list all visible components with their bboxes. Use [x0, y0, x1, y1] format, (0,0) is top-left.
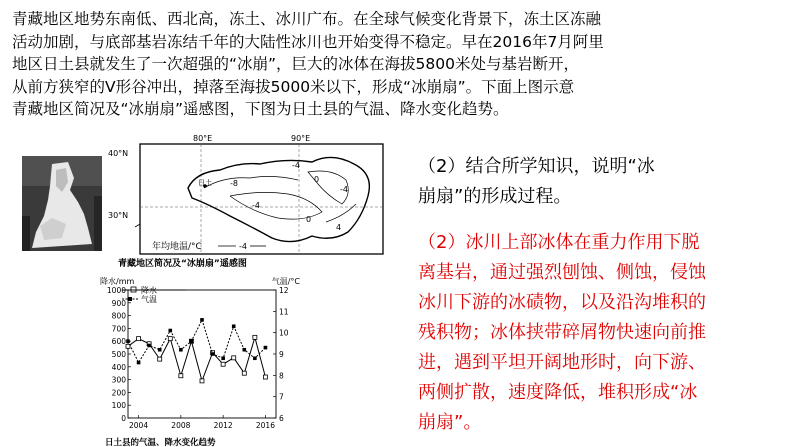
precip-point: [158, 357, 162, 361]
temp-point: [179, 348, 183, 352]
legend-swatch-precip: [131, 287, 136, 292]
left-tick-label: 900: [111, 298, 126, 308]
left-tick-label: 800: [111, 311, 126, 321]
intro-line: 地区日土县就发生了一次超强的“冰崩”，巨大的冰体在海拔5800米处与基岩断开，: [12, 55, 580, 73]
precip-point: [232, 356, 236, 360]
temp-line: [128, 320, 265, 363]
right-tick-label: 8: [279, 371, 284, 381]
lon-label: 90°E: [291, 134, 311, 143]
isotherm-label: 0: [314, 175, 320, 184]
precip-point: [200, 379, 204, 383]
right-tick-label: 10: [279, 328, 289, 338]
temp-point: [158, 348, 162, 352]
left-tick-label: 700: [111, 324, 126, 334]
left-tick-label: 500: [111, 350, 126, 359]
question-line: 崩扇”的形成过程。: [418, 186, 572, 207]
temp-point: [264, 346, 268, 350]
answer-line: 离基岩，通过强烈刨蚀、侧蚀，侵蚀: [418, 262, 706, 283]
precip-point: [263, 375, 267, 379]
legend-value: -4: [239, 242, 247, 251]
isotherm-label: -8: [230, 179, 238, 188]
plot-frame: [128, 290, 276, 418]
right-tick-label: 12: [279, 286, 289, 295]
temp-point: [190, 339, 194, 343]
lat-label: 30°N: [108, 211, 129, 220]
right-tick-label: 11: [279, 307, 289, 317]
temp-point: [147, 344, 151, 348]
question-line: （2）结合所学知识，说明“冰: [418, 156, 655, 177]
x-tick-label: 2016: [255, 421, 275, 430]
chart-caption: 日土县的气温、降水变化趋势: [105, 438, 216, 447]
figure-area: [0, 134, 410, 447]
question-text: [418, 152, 778, 212]
legend-precip: 降水: [141, 286, 157, 295]
isotherm-label: 4: [336, 223, 342, 232]
isotherm-label: -4: [292, 161, 300, 170]
left-tick-label: 200: [111, 388, 126, 398]
right-tick-label: 9: [279, 350, 284, 359]
precip-point: [221, 362, 225, 366]
temp-point: [242, 348, 246, 352]
precip-point: [242, 371, 246, 375]
left-axis-label: 降水/mm: [100, 277, 135, 286]
legend-swatch-temp: [128, 297, 132, 301]
answer-line: 冰川下游的冰碛物，以及沿沟堆积的: [418, 292, 706, 313]
temp-point: [168, 329, 172, 333]
climate-chart: [100, 272, 300, 447]
answer-line: 残积物；冰体挟带碎屑物快速向前推: [418, 322, 706, 343]
intro-line: 青藏地区地势东南低、西北高，冻土、冰川广布。在全球气候变化背景下，冻土区冻融: [12, 10, 602, 28]
answer-line: 崩扇”。: [418, 412, 482, 433]
map-caption: 青藏地区简况及“冰崩扇”遥感图: [118, 259, 247, 269]
lat-label: 40°N: [108, 149, 129, 158]
precip-point: [253, 335, 257, 339]
temp-point: [253, 356, 257, 360]
answer-line: 进，遇到平坦开阔地形时，向下游、: [418, 352, 706, 373]
precip-point: [137, 337, 141, 341]
temp-point: [126, 339, 130, 343]
intro-paragraph: [12, 8, 787, 121]
place-label: 日土: [198, 179, 212, 187]
temp-point: [200, 318, 204, 322]
right-tick-label: 6: [279, 414, 284, 423]
left-tick-label: 1000: [106, 286, 126, 295]
left-tick-label: 600: [111, 337, 126, 347]
left-tick-label: 100: [111, 401, 126, 411]
left-tick-label: 400: [111, 362, 126, 372]
isotherm-label: -4: [252, 201, 260, 210]
x-tick-label: 2004: [129, 421, 149, 430]
temp-point: [221, 356, 225, 360]
answer-line: 两侧扩散，速度降低，堆积形成“冰: [418, 382, 698, 403]
left-tick-label: 0: [121, 414, 126, 423]
intro-line: 青藏地区简况及“冰崩扇”遥感图，下图为日土县的气温、降水变化趋势。: [12, 100, 509, 118]
lon-label: 80°E: [193, 134, 213, 143]
intro-line: 从前方狭窄的Ⅴ形谷冲出，掉落至海拔5000米以下，形成“冰崩扇”。下面上图示意: [12, 77, 575, 96]
remote-sensing-photo: [22, 156, 102, 251]
legend-temp: 气温: [141, 295, 157, 304]
isotherm-label: -4: [340, 185, 348, 194]
answer-line: （2）冰川上部冰体在重力作用下脱: [418, 232, 700, 253]
right-axis-label: 气温/°C: [271, 277, 300, 286]
x-tick-label: 2008: [171, 421, 191, 430]
temp-point: [211, 352, 215, 356]
precip-point: [179, 374, 183, 378]
temp-point: [137, 361, 141, 365]
intro-line: 活动加剧，与底部基岩冻结千年的大陆性冰川也开始变得不稳定。早在2016年7月阿里: [12, 32, 604, 51]
right-tick-label: 7: [279, 392, 284, 402]
map-figure: [100, 134, 410, 269]
x-tick-label: 2012: [213, 421, 233, 430]
answer-text: [418, 228, 788, 438]
left-tick-label: 300: [111, 375, 126, 385]
precip-point: [168, 337, 172, 341]
temp-point: [232, 324, 236, 328]
legend-label: 年均地温/°C: [152, 242, 202, 252]
isotherm-label: 0: [306, 215, 312, 224]
